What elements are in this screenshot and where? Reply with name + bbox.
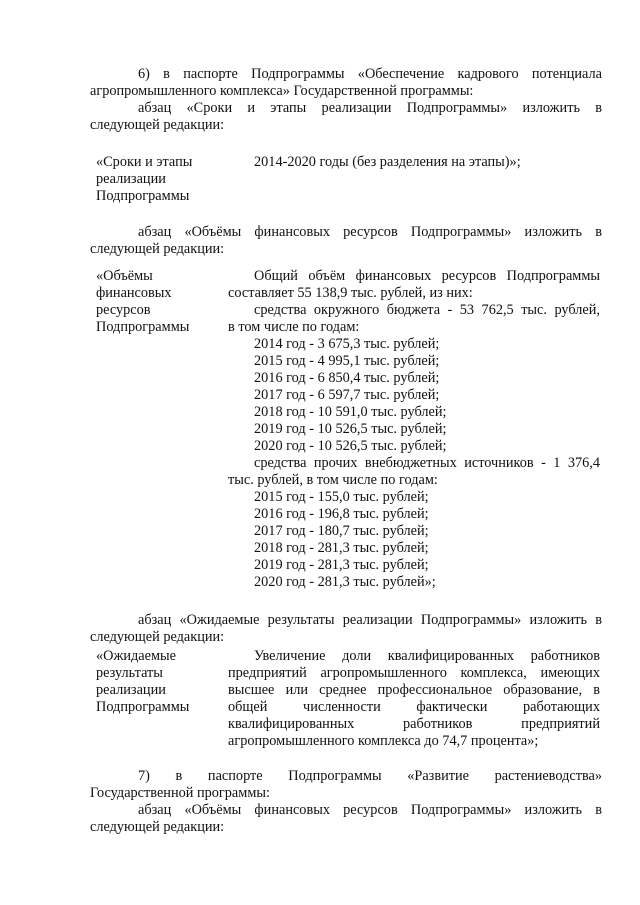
funding-label (96, 268, 226, 336)
text-line: 6) в паспорте Подпрограммы «Обеспечение кадрового потенциала (138, 66, 602, 82)
funding-intro-paragraph (90, 224, 602, 258)
label-line: «Ожидаемые (96, 648, 176, 664)
text-line: следующей редакции: (90, 241, 225, 257)
label-line: финансовых (96, 285, 172, 301)
year-line: 2020 год - 10 526,5 тыс. рублей; (254, 438, 447, 454)
results-label (96, 648, 226, 716)
text-line: следующей редакции: (90, 117, 225, 133)
label-line: реализации (96, 171, 166, 187)
label-line: реализации (96, 682, 166, 698)
value-line: в том числе по годам: (228, 319, 360, 335)
label-line: «Объёмы (96, 268, 153, 284)
terms-label (96, 154, 226, 205)
year-line: 2016 год - 6 850,4 тыс. рублей; (254, 370, 440, 386)
text-line: абзац «Ожидаемые результаты реализации Подпрограммы» изложить в (138, 612, 602, 628)
value-line: средства окружного бюджета - 53 762,5 тыс. рублей, (254, 302, 600, 318)
text-line: следующей редакции: (90, 629, 225, 645)
value-line: 2014-2020 годы (без разделения на этапы)»; (254, 154, 521, 170)
year-line: 2019 год - 10 526,5 тыс. рублей; (254, 421, 447, 437)
results-value (228, 648, 600, 750)
year-line: 2020 год - 281,3 тыс. рублей»; (254, 574, 436, 590)
year-line: 2014 год - 3 675,3 тыс. рублей; (254, 336, 440, 352)
value-line: общей численности фактически работающих (228, 699, 600, 715)
text-line: следующей редакции: (90, 819, 225, 835)
value-line: предприятий агропромышленного комплекса, имеющих (228, 665, 600, 681)
funding-value (228, 268, 600, 591)
text-line: абзац «Сроки и этапы реализации Подпрограммы» изложить в (138, 100, 602, 116)
value-line: Увеличение доли квалифицированных работников (254, 648, 600, 664)
terms-value (254, 154, 626, 171)
label-line: Подпрограммы (96, 188, 190, 204)
label-line: ресурсов (96, 302, 151, 318)
year-line: 2019 год - 281,3 тыс. рублей; (254, 557, 429, 573)
value-line: высшее или среднее профессиональное образование, в (228, 682, 600, 698)
label-line: результаты (96, 665, 163, 681)
label-line: Подпрограммы (96, 319, 190, 335)
value-line: Общий объём финансовых ресурсов Подпрограммы (254, 268, 600, 284)
year-line: 2018 год - 10 591,0 тыс. рублей; (254, 404, 447, 420)
value-line: средства прочих внебюджетных источников - 1 376,4 (254, 455, 600, 471)
label-line: «Сроки и этапы (96, 154, 193, 170)
year-line: 2015 год - 4 995,1 тыс. рублей; (254, 353, 440, 369)
label-line: Подпрограммы (96, 699, 190, 715)
value-line: агропромышленного комплекса до 74,7 процента»; (228, 733, 539, 749)
section-7-paragraph (90, 768, 602, 836)
year-line: 2015 год - 155,0 тыс. рублей; (254, 489, 429, 505)
text-line: Государственной программы: (90, 785, 270, 801)
text-line: 7) в паспорте Подпрограммы «Развитие растениеводства» (138, 768, 602, 784)
year-line: 2017 год - 180,7 тыс. рублей; (254, 523, 429, 539)
year-line: 2017 год - 6 597,7 тыс. рублей; (254, 387, 440, 403)
text-line: абзац «Объёмы финансовых ресурсов Подпрограммы» изложить в (138, 224, 602, 240)
value-line: составляет 55 138,9 тыс. рублей, из них: (228, 285, 473, 301)
value-line: тыс. рублей, в том числе по годам: (228, 472, 438, 488)
value-line: квалифицированных работников предприятий (228, 716, 600, 732)
text-line: абзац «Объёмы финансовых ресурсов Подпрограммы» изложить в (138, 802, 602, 818)
text-line: агропромышленного комплекса» Государственной программы: (90, 83, 474, 99)
results-intro-paragraph (90, 612, 602, 646)
year-line: 2018 год - 281,3 тыс. рублей; (254, 540, 429, 556)
year-line: 2016 год - 196,8 тыс. рублей; (254, 506, 429, 522)
section-6-paragraph (90, 66, 602, 134)
